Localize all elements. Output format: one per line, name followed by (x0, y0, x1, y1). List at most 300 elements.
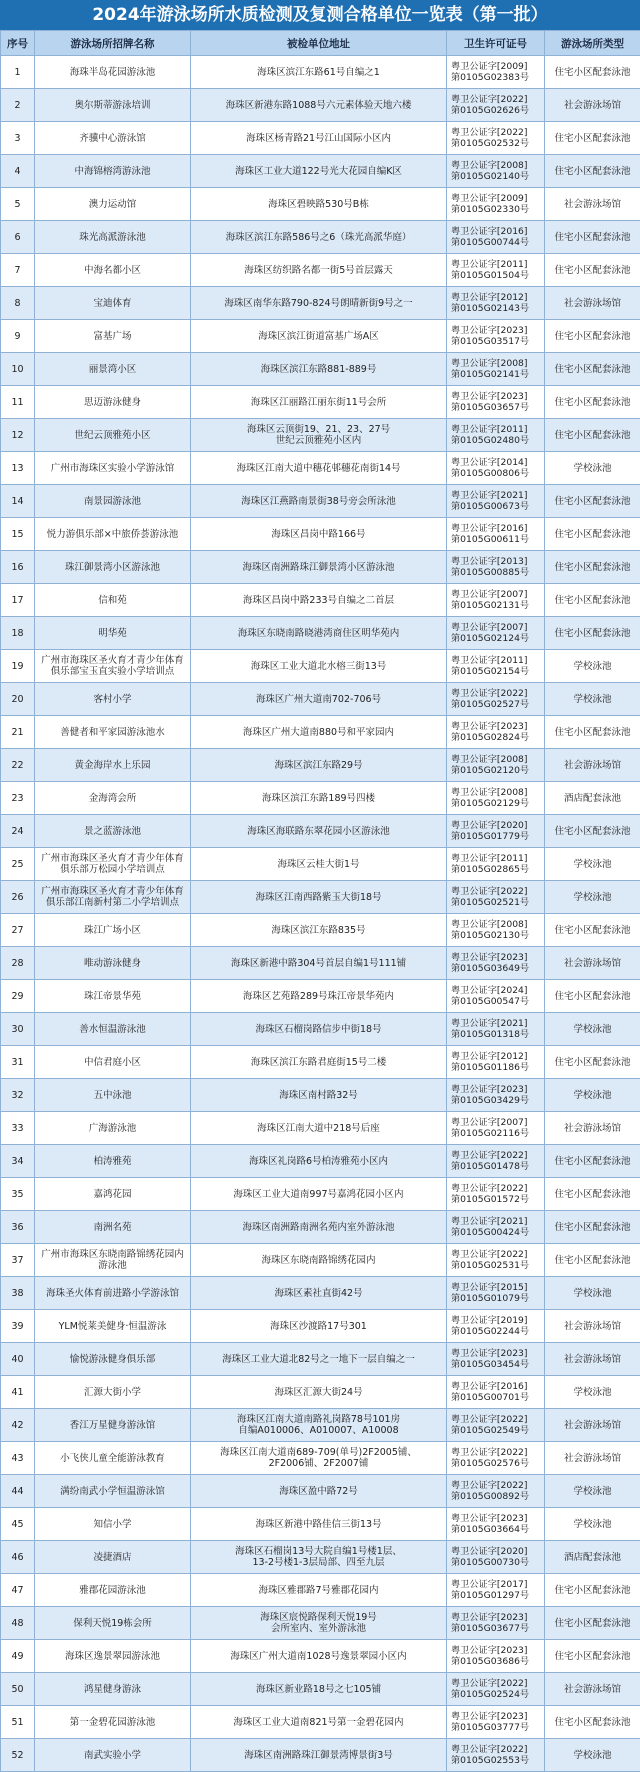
venue-name-line: 悦力游俱乐部×中旅侨荟游泳池 (35, 529, 190, 540)
venue-name-line: YLM悦莱美健身·恒温游泳 (35, 1321, 190, 1332)
venue-name-line: 第一金碧花园游泳池 (35, 1717, 190, 1728)
venue-type: 学校泳池 (545, 1277, 640, 1310)
page-title: 2024年游泳场所水质检测及复测合格单位一览表（第一批） (0, 0, 640, 30)
venue-name (35, 650, 191, 683)
license-number (447, 419, 545, 452)
license-number (447, 1013, 545, 1046)
license-number-line: 粤卫公证字[2022] (451, 688, 544, 699)
table-row (1, 782, 640, 815)
venue-type: 住宅小区配套泳池 (545, 1178, 640, 1211)
row-number: 35 (1, 1178, 35, 1211)
license-number (447, 353, 545, 386)
venue-address-line: 海珠区杨青路21号江山国际小区内 (191, 133, 446, 144)
license-number (447, 221, 545, 254)
license-number-line: 粤卫公证字[2022] (451, 886, 544, 897)
license-number-line: 第0105G01779号 (451, 831, 544, 842)
venue-name (35, 254, 191, 287)
license-number-line: 第0105G03454号 (451, 1359, 544, 1370)
venue-name (35, 155, 191, 188)
venue-type: 住宅小区配套泳池 (545, 320, 640, 353)
venue-address-line: 海珠区滨江东路29号 (191, 760, 446, 771)
table-row (1, 1409, 640, 1442)
license-number (447, 1508, 545, 1541)
table-row (1, 320, 640, 353)
venue-name (35, 1277, 191, 1310)
table-row (1, 1343, 640, 1376)
venue-name (35, 56, 191, 89)
column-header-type: 游泳场所类型 (545, 31, 640, 56)
license-number-line: 第0105G00730号 (451, 1557, 544, 1568)
license-number-line: 第0105G00547号 (451, 996, 544, 1007)
row-number: 12 (1, 419, 35, 452)
license-number-line: 粤卫公证字[2023] (451, 721, 544, 732)
venue-type: 住宅小区配套泳池 (545, 122, 640, 155)
row-number: 32 (1, 1079, 35, 1112)
venue-name (35, 947, 191, 980)
row-number: 34 (1, 1145, 35, 1178)
venue-name (35, 1706, 191, 1739)
venue-address (191, 1343, 447, 1376)
venue-address (191, 848, 447, 881)
venue-name-line: 俱乐部江南新村第二小学培训点 (35, 897, 190, 908)
venue-name (35, 1013, 191, 1046)
venue-name-line: 南景园游泳池 (35, 496, 190, 507)
table-row (1, 353, 640, 386)
venue-type: 住宅小区配套泳池 (545, 1145, 640, 1178)
venue-name (35, 551, 191, 584)
license-number-line: 第0105G01572号 (451, 1194, 544, 1205)
license-number-line: 第0105G01478号 (451, 1161, 544, 1172)
row-number: 39 (1, 1310, 35, 1343)
venue-type: 学校泳池 (545, 1739, 640, 1772)
venue-name-line: 中海锦榕湾游泳池 (35, 166, 190, 177)
venue-name-line: 广州市海珠区实验小学游泳馆 (35, 463, 190, 474)
venue-name (35, 1640, 191, 1673)
venue-type: 住宅小区配套泳池 (545, 815, 640, 848)
venue-name (35, 1574, 191, 1607)
license-number-line: 粤卫公证字[2008] (451, 919, 544, 930)
venue-type: 酒店配套泳池 (545, 1541, 640, 1574)
venue-address (191, 584, 447, 617)
venue-name-line: 宝迪体育 (35, 298, 190, 309)
table-row (1, 518, 640, 551)
venue-name-line: 珠江御景湾小区游泳池 (35, 562, 190, 573)
venue-type: 住宅小区配套泳池 (545, 1706, 640, 1739)
venue-name-line: 唯动游泳健身 (35, 958, 190, 969)
license-number (447, 1475, 545, 1508)
license-number-line: 粤卫公证字[2021] (451, 1216, 544, 1227)
license-number (447, 1640, 545, 1673)
row-number: 18 (1, 617, 35, 650)
venue-name (35, 485, 191, 518)
license-number-line: 粤卫公证字[2022] (451, 1183, 544, 1194)
venue-address (191, 1541, 447, 1574)
venue-address (191, 221, 447, 254)
venue-name-line: 信和苑 (35, 595, 190, 606)
venue-type: 住宅小区配套泳池 (545, 353, 640, 386)
license-number-line: 粤卫公证字[2022] (451, 1150, 544, 1161)
table-row (1, 848, 640, 881)
row-number: 25 (1, 848, 35, 881)
license-number (447, 1079, 545, 1112)
venue-name-line: 善健者和平家园游泳池水 (35, 727, 190, 738)
venue-address (191, 1145, 447, 1178)
license-number-line: 粤卫公证字[2020] (451, 820, 544, 831)
license-number (447, 551, 545, 584)
venue-address-line: 海珠区南村路32号 (191, 1090, 446, 1101)
venue-name (35, 1145, 191, 1178)
venue-address-line: 海珠区艺苑路289号珠江帝景华苑内 (191, 991, 446, 1002)
license-number-line: 第0105G00701号 (451, 1392, 544, 1403)
venue-name (35, 881, 191, 914)
venue-address-line: 13-2号楼1-3层局部、四至九层 (191, 1557, 446, 1568)
license-number-line: 粤卫公证字[2021] (451, 490, 544, 501)
venue-type: 社会游泳场馆 (545, 1442, 640, 1475)
venue-type: 社会游泳场馆 (545, 1673, 640, 1706)
column-header-name: 游泳场所招牌名称 (35, 31, 191, 56)
venue-address-line: 海珠区石榴岗13号大院自编1号楼1层、 (191, 1546, 446, 1557)
license-number (447, 848, 545, 881)
license-number-line: 第0105G03649号 (451, 963, 544, 974)
license-number-line: 粤卫公证字[2016] (451, 523, 544, 534)
venue-address-line: 海珠区东晓南路锦绣花园内 (191, 1255, 446, 1266)
venue-address-line: 海珠区滨江东路君庭街15号二楼 (191, 1057, 446, 1068)
venue-address-line: 海珠区石榴岗路信步中街18号 (191, 1024, 446, 1035)
venue-address-line: 海珠区滨江东路881-889号 (191, 364, 446, 375)
venue-address (191, 452, 447, 485)
venue-address (191, 89, 447, 122)
venue-name-line: 广州市海珠区圣火育才青少年体育 (35, 655, 190, 666)
table-row (1, 980, 640, 1013)
license-number-line: 粤卫公证字[2023] (451, 1084, 544, 1095)
table-row (1, 1013, 640, 1046)
license-number (447, 1706, 545, 1739)
venue-address-line: 海珠区礼岗路6号柏涛雅苑小区内 (191, 1156, 446, 1167)
license-number (447, 1211, 545, 1244)
venue-name (35, 1211, 191, 1244)
venue-address-line: 自编A010006、A010007、A10008 (191, 1425, 446, 1436)
venue-name-line: 嘉鸿花园 (35, 1189, 190, 1200)
venue-address-line: 海珠区宸悦路保利天悦19号 (191, 1612, 446, 1623)
venue-name (35, 287, 191, 320)
venue-name-line: 保利天悦19栋会所 (35, 1618, 190, 1629)
venue-name-line: 珠光高派游泳池 (35, 232, 190, 243)
row-number: 10 (1, 353, 35, 386)
table-row (1, 584, 640, 617)
license-number-line: 第0105G02116号 (451, 1128, 544, 1139)
venue-name-line: 齐骥中心游泳馆 (35, 133, 190, 144)
venue-name (35, 353, 191, 386)
license-number (447, 1739, 545, 1772)
venue-name (35, 749, 191, 782)
venue-address (191, 782, 447, 815)
venue-name-line: 凌捷酒店 (35, 1552, 190, 1563)
license-number-line: 第0105G03429号 (451, 1095, 544, 1106)
venue-address-line: 海珠区工业大道122号光大花园自编K区 (191, 166, 446, 177)
venue-address (191, 716, 447, 749)
license-number-line: 第0105G02865号 (451, 864, 544, 875)
venue-address-line: 海珠区江燕路南景街38号旁会所泳池 (191, 496, 446, 507)
row-number: 48 (1, 1607, 35, 1640)
venue-address-line: 2F2006铺、2F2007铺 (191, 1458, 446, 1469)
venue-type: 学校泳池 (545, 683, 640, 716)
license-number (447, 1277, 545, 1310)
venue-name-line: 愉悦游泳健身俱乐部 (35, 1354, 190, 1365)
venue-address (191, 287, 447, 320)
row-number: 49 (1, 1640, 35, 1673)
venue-address-line: 海珠区昌岗中路166号 (191, 529, 446, 540)
venue-name-line: 五中泳池 (35, 1090, 190, 1101)
license-number-line: 粤卫公证字[2020] (451, 1546, 544, 1557)
row-number: 31 (1, 1046, 35, 1079)
table-row (1, 485, 640, 518)
license-number-line: 粤卫公证字[2023] (451, 1711, 544, 1722)
venue-name (35, 980, 191, 1013)
venue-name-line: 知信小学 (35, 1519, 190, 1530)
venue-address (191, 1673, 447, 1706)
venue-address-line: 海珠区新港中路佳信三街13号 (191, 1519, 446, 1530)
license-number (447, 1145, 545, 1178)
venue-address-line: 海珠区工业大道北水榕三街13号 (191, 661, 446, 672)
license-number-line: 第0105G02244号 (451, 1326, 544, 1337)
row-number: 38 (1, 1277, 35, 1310)
venue-address (191, 1409, 447, 1442)
table-row (1, 1574, 640, 1607)
table-row (1, 1079, 640, 1112)
venue-type: 学校泳池 (545, 848, 640, 881)
table-row (1, 1739, 640, 1772)
row-number: 23 (1, 782, 35, 815)
table-row (1, 1640, 640, 1673)
license-number (447, 320, 545, 353)
row-number: 44 (1, 1475, 35, 1508)
license-number-line: 第0105G02531号 (451, 1260, 544, 1271)
license-number-line: 粤卫公证字[2023] (451, 391, 544, 402)
table-row (1, 1046, 640, 1079)
venue-address-line: 海珠区江南大道南689-709(单号)2F2005铺、 (191, 1447, 446, 1458)
venue-name-line: 澳力运动馆 (35, 199, 190, 210)
table-row (1, 749, 640, 782)
venue-address (191, 1376, 447, 1409)
venue-type: 学校泳池 (545, 1376, 640, 1409)
row-number: 33 (1, 1112, 35, 1145)
venue-name (35, 782, 191, 815)
venue-name (35, 1343, 191, 1376)
table-row (1, 1310, 640, 1343)
license-number-line: 第0105G01318号 (451, 1029, 544, 1040)
row-number: 15 (1, 518, 35, 551)
venue-name-line: 海珠圣火体育前进路小学游泳馆 (35, 1288, 190, 1299)
venue-name-line: 广州市海珠区圣火育才青少年体育 (35, 853, 190, 864)
venue-address-line: 海珠区东晓南路晓港湾商住区明华苑内 (191, 628, 446, 639)
license-number-line: 粤卫公证字[2022] (451, 1480, 544, 1491)
row-number: 42 (1, 1409, 35, 1442)
table-row (1, 188, 640, 221)
venue-address (191, 1574, 447, 1607)
license-number (447, 89, 545, 122)
license-number-line: 第0105G03657号 (451, 402, 544, 413)
row-number: 4 (1, 155, 35, 188)
license-number-line: 粤卫公证字[2012] (451, 1051, 544, 1062)
license-number (447, 1673, 545, 1706)
venue-address-line: 海珠区江南大道南路礼岗路78号101房 (191, 1414, 446, 1425)
venue-type: 住宅小区配套泳池 (545, 221, 640, 254)
venue-address (191, 1079, 447, 1112)
license-number-line: 第0105G00673号 (451, 501, 544, 512)
license-number-line: 第0105G02549号 (451, 1425, 544, 1436)
venue-address-line: 海珠区滨江东路835号 (191, 925, 446, 936)
table-row (1, 1442, 640, 1475)
venue-name-line: 广州市海珠区圣火育才青少年体育 (35, 886, 190, 897)
venue-address-line: 海珠区南华东路790-824号朗晴新街9号之一 (191, 298, 446, 309)
license-number-line: 第0105G02521号 (451, 897, 544, 908)
venue-type: 住宅小区配套泳池 (545, 155, 640, 188)
table-row (1, 1541, 640, 1574)
license-number-line: 第0105G00611号 (451, 534, 544, 545)
venue-name-line: 南武实验小学 (35, 1750, 190, 1761)
venue-address (191, 683, 447, 716)
venue-address (191, 617, 447, 650)
venue-name (35, 122, 191, 155)
venue-type: 住宅小区配套泳池 (545, 584, 640, 617)
license-number-line: 粤卫公证字[2008] (451, 160, 544, 171)
venue-address-line: 海珠区江南大道中218号后座 (191, 1123, 446, 1134)
table-row (1, 254, 640, 287)
venue-address-line: 海珠区广州大道南880号和平家园内 (191, 727, 446, 738)
license-number-line: 粤卫公证字[2016] (451, 226, 544, 237)
license-number-line: 第0105G00892号 (451, 1491, 544, 1502)
license-number-line: 第0105G00885号 (451, 567, 544, 578)
license-number-line: 第0105G01186号 (451, 1062, 544, 1073)
license-number-line: 第0105G02141号 (451, 369, 544, 380)
venue-name-line: 海珠半岛花园游泳池 (35, 67, 190, 78)
table-row (1, 287, 640, 320)
license-number (447, 1607, 545, 1640)
venue-address (191, 1046, 447, 1079)
row-number: 36 (1, 1211, 35, 1244)
row-number: 11 (1, 386, 35, 419)
license-number (447, 881, 545, 914)
venue-type: 社会游泳场馆 (545, 1343, 640, 1376)
venue-address-line: 海珠区云顶街19、21、23、27号 (191, 424, 446, 435)
venue-type: 社会游泳场馆 (545, 1112, 640, 1145)
license-number (447, 1574, 545, 1607)
license-number (447, 1046, 545, 1079)
column-header-license: 卫生许可证号 (447, 31, 545, 56)
row-number: 13 (1, 452, 35, 485)
venue-type: 住宅小区配套泳池 (545, 1574, 640, 1607)
license-number (447, 1244, 545, 1277)
venue-type: 社会游泳场馆 (545, 89, 640, 122)
license-number-line: 第0105G02143号 (451, 303, 544, 314)
license-number (447, 122, 545, 155)
venue-address-line: 海珠区汇源大街24号 (191, 1387, 446, 1398)
license-number (447, 386, 545, 419)
license-number-line: 第0105G03517号 (451, 336, 544, 347)
venue-address (191, 1178, 447, 1211)
venue-type: 学校泳池 (545, 881, 640, 914)
venue-address (191, 386, 447, 419)
table-row (1, 1607, 640, 1640)
venue-name (35, 1376, 191, 1409)
row-number: 29 (1, 980, 35, 1013)
venue-address (191, 320, 447, 353)
venue-name-line: 南洲名苑 (35, 1222, 190, 1233)
license-number (447, 287, 545, 320)
venue-address (191, 1706, 447, 1739)
license-number-line: 粤卫公证字[2013] (451, 556, 544, 567)
license-number (447, 1343, 545, 1376)
row-number: 50 (1, 1673, 35, 1706)
license-number-line: 第0105G02129号 (451, 798, 544, 809)
venue-address-line: 海珠区纺织路名都一街5号首层露天 (191, 265, 446, 276)
venue-name-line: 雅郡花园游泳池 (35, 1585, 190, 1596)
venue-address-line: 海珠区广州大道南1028号逸景翠园小区内 (191, 1651, 446, 1662)
table-row (1, 914, 640, 947)
table-row (1, 815, 640, 848)
row-number: 52 (1, 1739, 35, 1772)
venue-address (191, 551, 447, 584)
license-number-line: 粤卫公证字[2023] (451, 1612, 544, 1623)
venue-name-line: 奥尔斯蒂游泳培训 (35, 100, 190, 111)
license-number (447, 815, 545, 848)
license-number-line: 第0105G02824号 (451, 732, 544, 743)
venue-name (35, 89, 191, 122)
license-number-line: 粤卫公证字[2011] (451, 853, 544, 864)
venue-address-line: 海珠区昌岗中路233号自编之二首层 (191, 595, 446, 606)
row-number: 19 (1, 650, 35, 683)
license-number-line: 粤卫公证字[2007] (451, 622, 544, 633)
venue-name (35, 221, 191, 254)
license-number-line: 第0105G01079号 (451, 1293, 544, 1304)
venue-address (191, 1112, 447, 1145)
license-number-line: 第0105G02124号 (451, 633, 544, 644)
venue-name (35, 1409, 191, 1442)
license-number (447, 1409, 545, 1442)
venue-address-line: 海珠区南洲路南洲名苑内室外游泳池 (191, 1222, 446, 1233)
venue-name (35, 716, 191, 749)
license-number (447, 188, 545, 221)
license-number-line: 第0105G02480号 (451, 435, 544, 446)
license-number-line: 第0105G02131号 (451, 600, 544, 611)
venue-address-line: 海珠区江南西路紫玉大街18号 (191, 892, 446, 903)
table-row (1, 1112, 640, 1145)
venue-type: 酒店配套泳池 (545, 782, 640, 815)
venue-address (191, 155, 447, 188)
license-number (447, 716, 545, 749)
venue-name-line: 满纷南武小学恒温游泳馆 (35, 1486, 190, 1497)
license-number-line: 第0105G02576号 (451, 1458, 544, 1469)
column-header-no: 序号 (1, 31, 35, 56)
row-number: 45 (1, 1508, 35, 1541)
venue-address-line: 海珠区工业大道南821号第一金碧花园内 (191, 1717, 446, 1728)
license-number-line: 粤卫公证字[2007] (451, 1117, 544, 1128)
venue-name (35, 1244, 191, 1277)
license-number (447, 980, 545, 1013)
row-number: 24 (1, 815, 35, 848)
license-number-line: 第0105G00424号 (451, 1227, 544, 1238)
license-number-line: 第0105G01504号 (451, 270, 544, 281)
venue-name-line: 汇源大街小学 (35, 1387, 190, 1398)
license-number-line: 粤卫公证字[2019] (451, 1315, 544, 1326)
row-number: 46 (1, 1541, 35, 1574)
venue-name-line: 小飞侠儿童全能游泳教育 (35, 1453, 190, 1464)
venue-address-line: 海珠区云桂大街1号 (191, 859, 446, 870)
row-number: 2 (1, 89, 35, 122)
row-number: 43 (1, 1442, 35, 1475)
venue-name-line: 珠江广场小区 (35, 925, 190, 936)
venue-type: 住宅小区配套泳池 (545, 1244, 640, 1277)
